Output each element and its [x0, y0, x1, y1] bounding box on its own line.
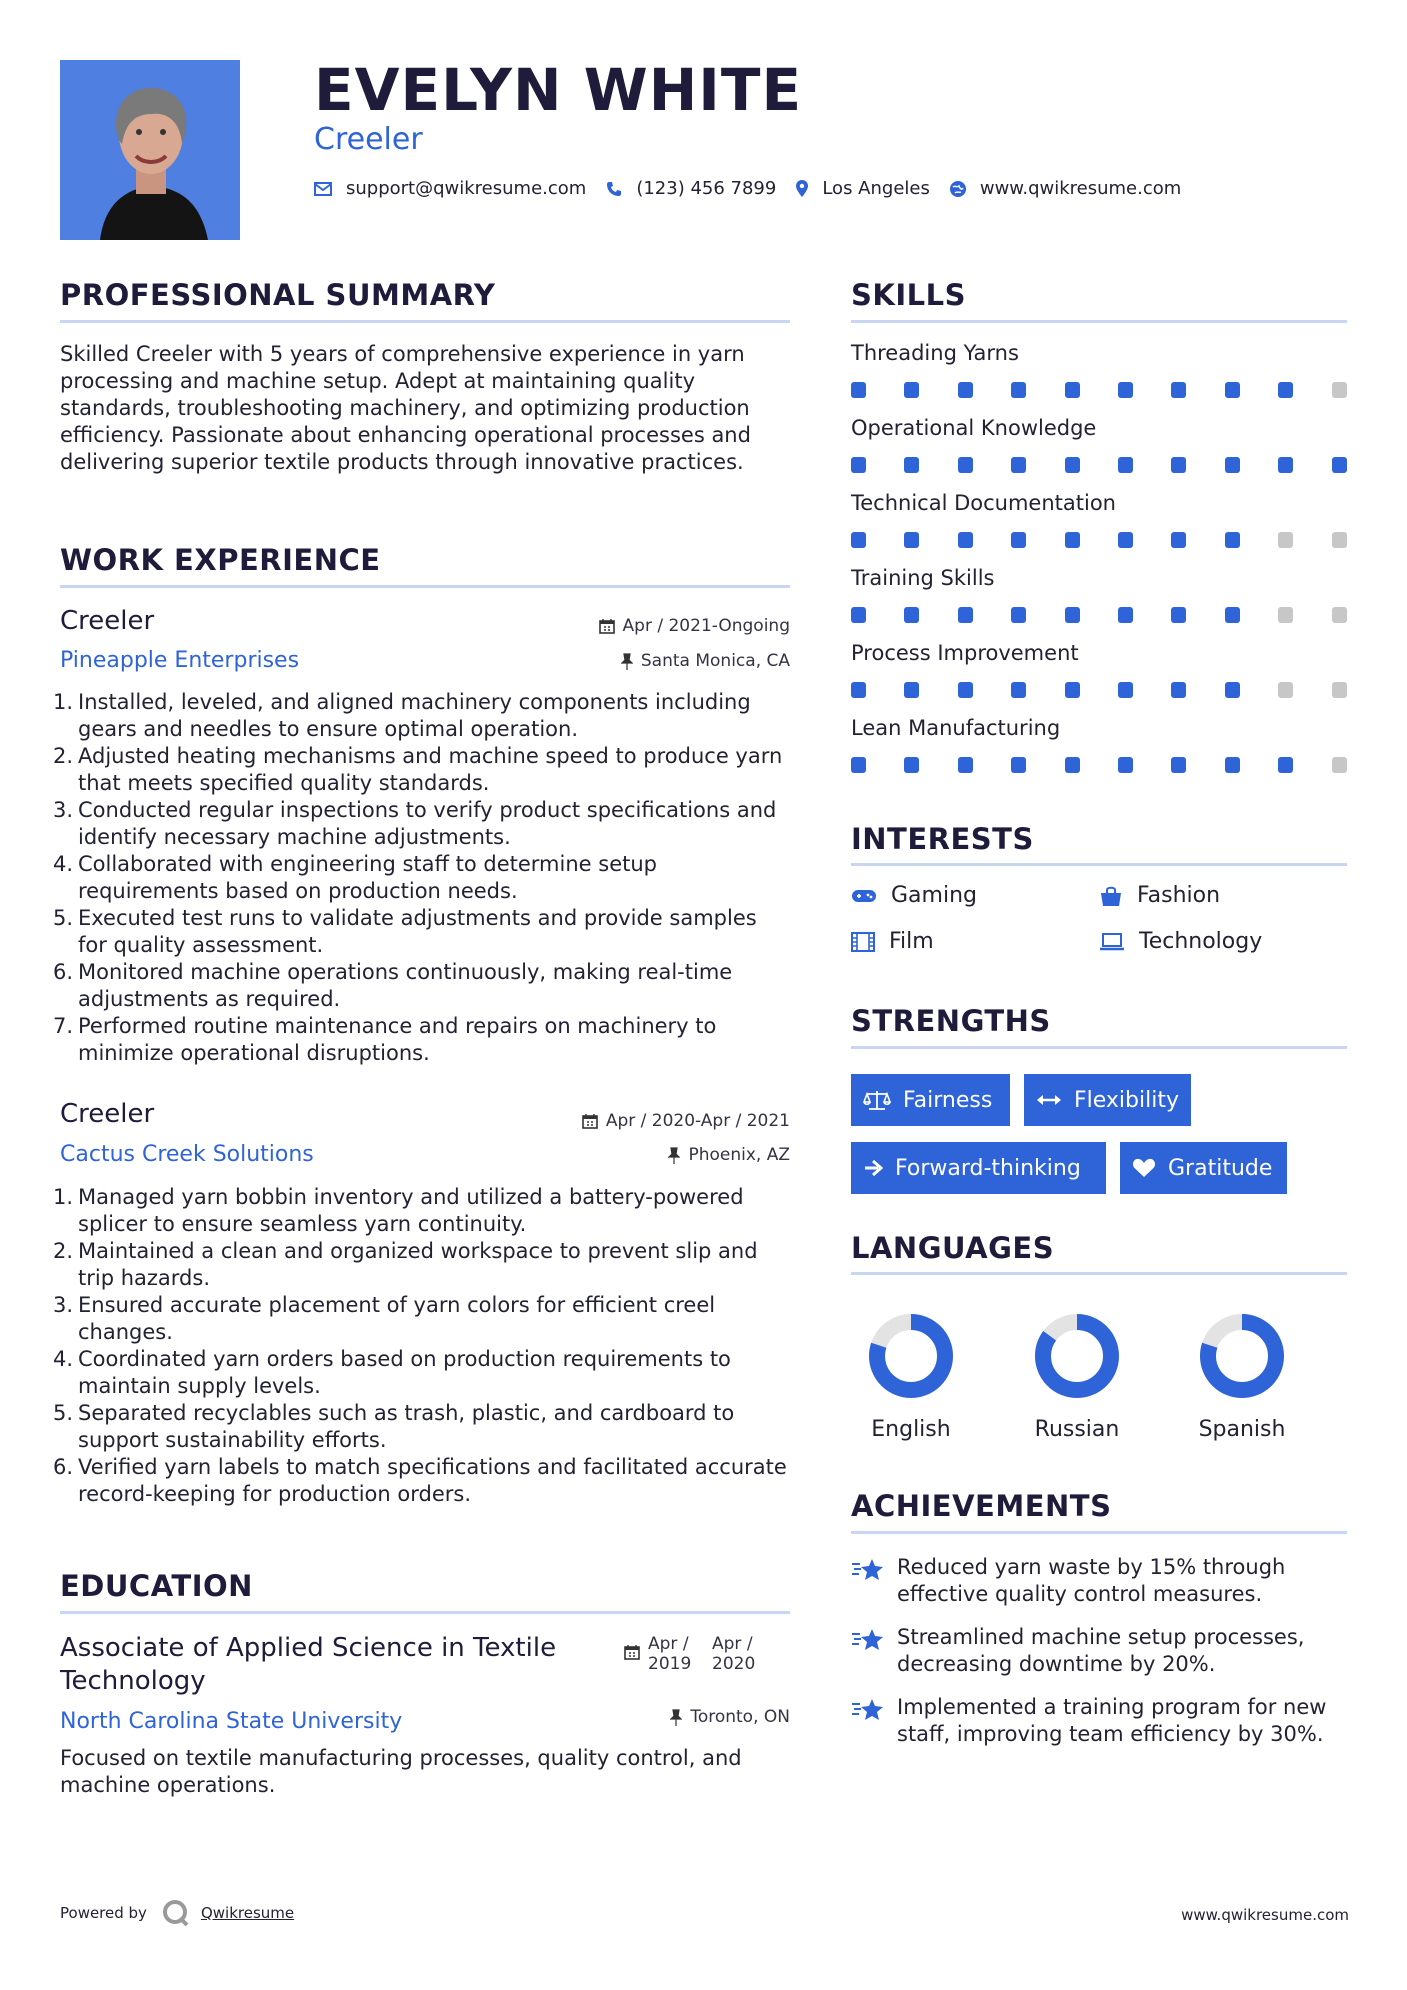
job-location: [668, 1145, 790, 1165]
shooting-star-icon: [851, 1626, 885, 1652]
skill-rating: [851, 382, 1347, 398]
job-responsibilities: [53, 1184, 790, 1508]
skill-dot-filled: [904, 757, 919, 773]
skill-dot-filled: [1278, 382, 1293, 398]
interest-label: Fashion: [1137, 883, 1221, 908]
education-school: North Carolina State University: [60, 1709, 403, 1734]
skill-dot-filled: [1225, 607, 1240, 623]
skill-dot-filled: [1332, 457, 1347, 473]
skill-dot-filled: [1225, 532, 1240, 548]
skill-name: Training Skills: [851, 566, 995, 590]
summary-divider: [60, 320, 790, 323]
skill-dot-filled: [904, 607, 919, 623]
strength-tag-forward-thinking: [851, 1142, 1106, 1194]
skill-dot-filled: [904, 682, 919, 698]
skill-dot-filled: [851, 382, 866, 398]
interest-film: [851, 929, 934, 954]
language-name: Russian: [1034, 1417, 1120, 1442]
skill-dot-filled: [958, 607, 973, 623]
skill-dot-filled: [1171, 607, 1186, 623]
shooting-star-icon: [851, 1556, 885, 1582]
skill-rating: [851, 457, 1347, 473]
skill-dot-filled: [1011, 757, 1026, 773]
heart-icon: [1132, 1158, 1156, 1178]
skill-dot-empty: [1278, 607, 1293, 623]
candidate-title: Creeler: [314, 122, 423, 157]
achievement-item: [851, 1554, 1351, 1608]
achievement-text: Streamlined machine setup processes, decreasing downtime by 20%.: [897, 1625, 1305, 1676]
list-item: 3. Conducted regular inspections to verify product specifications and identify necessary machine adjustments.: [53, 798, 777, 849]
achievement-text: Implemented a training program for new staff, improving team efficiency by 30%.: [897, 1695, 1327, 1746]
strength-label: Flexibility: [1074, 1087, 1179, 1113]
languages-divider: [851, 1272, 1347, 1275]
shopping-bag-icon: [1099, 885, 1123, 907]
job-dates-text: Apr / 2020-Apr / 2021: [605, 1111, 790, 1131]
skill-rating: [851, 757, 1347, 773]
achievements-divider: [851, 1531, 1347, 1534]
job-location-text: Phoenix, AZ: [688, 1145, 790, 1165]
list-item: 3. Ensured accurate placement of yarn colors for efficient creel changes.: [53, 1293, 716, 1344]
skill-name: Lean Manufacturing: [851, 716, 1061, 740]
list-item: 2. Maintained a clean and organized workspace to prevent slip and trip hazards.: [53, 1239, 758, 1290]
calendar-icon: [582, 1113, 598, 1129]
contact-website[interactable]: [950, 178, 1181, 199]
skill-dot-filled: [1171, 757, 1186, 773]
job-dates: [582, 1111, 790, 1131]
skill-dot-empty: [1278, 682, 1293, 698]
skill-rating: [851, 682, 1347, 698]
powered-by-text: Powered by: [60, 1904, 147, 1922]
qwikresume-logo-icon: [161, 1898, 191, 1928]
languages-heading: LANGUAGES: [851, 1231, 1055, 1265]
job-company: Pineapple Enterprises: [60, 648, 300, 673]
list-item: 6. Monitored machine operations continuously, making real-time adjustments as required.: [53, 960, 733, 1011]
pin-icon: [621, 653, 633, 670]
contact-bar: [314, 178, 1201, 199]
skill-dot-filled: [1011, 682, 1026, 698]
skills-heading: SKILLS: [851, 278, 966, 312]
interests-divider: [851, 863, 1347, 866]
phone-icon: [606, 181, 622, 197]
education-divider: [60, 1611, 790, 1614]
skill-dot-filled: [1011, 457, 1026, 473]
interests-heading: INTERESTS: [851, 822, 1034, 856]
strengths-divider: [851, 1046, 1347, 1049]
language-item: [1007, 1311, 1147, 1442]
list-item: 4. Collaborated with engineering staff to determine setup requirements based on production needs.: [53, 852, 657, 903]
profile-photo: [60, 60, 240, 240]
job-location: [621, 651, 790, 671]
achievement-text: Reduced yarn waste by 15% through effective quality control measures.: [897, 1555, 1286, 1606]
job-location-text: Santa Monica, CA: [640, 651, 790, 671]
skill-dot-filled: [958, 457, 973, 473]
skill-dot-empty: [1332, 682, 1347, 698]
skill-dot-filled: [1065, 532, 1080, 548]
calendar-icon: [599, 618, 615, 634]
globe-icon: [950, 181, 966, 197]
skill-dot-empty: [1332, 532, 1347, 548]
skill-dot-filled: [1011, 382, 1026, 398]
achievements-heading: ACHIEVEMENTS: [851, 1489, 1112, 1523]
skill-dot-filled: [1065, 457, 1080, 473]
list-item: 1. Installed, leveled, and aligned machinery components including gears and needles to ensure optimal operation.: [53, 690, 751, 741]
skill-name: Threading Yarns: [851, 341, 1019, 365]
location-text: Los Angeles: [822, 178, 930, 199]
job-responsibilities: [53, 689, 790, 1067]
list-item: 5. Separated recyclables such as trash, plastic, and cardboard to support sustainability efforts.: [53, 1401, 735, 1452]
language-proficiency-ring: [866, 1311, 956, 1401]
interest-label: Gaming: [891, 883, 977, 908]
language-proficiency-ring: [1197, 1311, 1287, 1401]
skill-dot-filled: [1171, 382, 1186, 398]
skill-dot-filled: [1118, 457, 1133, 473]
skill-dot-filled: [1011, 532, 1026, 548]
skill-dot-filled: [1225, 457, 1240, 473]
job-dates: [599, 616, 790, 636]
education-location: [670, 1707, 790, 1727]
summary-text: Skilled Creeler with 5 years of comprehensive experience in yarn processing and machine setup. Adept at maintaining quality standards, troubleshooting machinery, and optimizing production efficiency. Passionate about enhancing operational processes and delivering superior textile products through innovative practices.: [60, 342, 751, 474]
skill-dot-filled: [1171, 532, 1186, 548]
skill-name: Process Improvement: [851, 641, 1079, 665]
skill-dot-filled: [904, 532, 919, 548]
language-name: English: [871, 1417, 951, 1442]
list-item: 6. Verified yarn labels to match specifications and facilitated accurate record-keeping for production orders.: [53, 1455, 787, 1506]
strength-tag-fairness: [851, 1074, 1010, 1126]
skill-dot-filled: [1118, 382, 1133, 398]
language-item: [841, 1311, 981, 1442]
education-dates: [624, 1634, 768, 1674]
skill-dot-empty: [1278, 532, 1293, 548]
skill-dot-filled: [904, 382, 919, 398]
skill-dot-empty: [1332, 757, 1347, 773]
job-title: Creeler: [60, 606, 155, 636]
skill-dot-filled: [1065, 682, 1080, 698]
skills-divider: [851, 320, 1347, 323]
skill-dot-filled: [1065, 757, 1080, 773]
footer-powered-by: [60, 1898, 294, 1928]
balance-scale-icon: [863, 1089, 891, 1111]
contact-location: [796, 178, 930, 199]
skill-dot-filled: [1171, 457, 1186, 473]
skill-dot-filled: [1225, 382, 1240, 398]
skill-dot-filled: [1278, 457, 1293, 473]
skill-dot-filled: [1118, 757, 1133, 773]
skill-dot-filled: [851, 757, 866, 773]
strengths-heading: STRENGTHS: [851, 1004, 1051, 1038]
website-text: www.qwikresume.com: [979, 178, 1182, 199]
map-marker-icon: [796, 180, 808, 197]
candidate-name: EVELYN WHITE: [314, 56, 803, 124]
strength-tag-gratitude: [1120, 1142, 1287, 1194]
envelope-icon: [314, 182, 332, 196]
interest-gaming: [851, 883, 977, 908]
interest-fashion: [1099, 883, 1220, 908]
experience-divider: [60, 585, 790, 588]
email-text: support@qwikresume.com: [346, 178, 587, 199]
skill-dot-filled: [958, 532, 973, 548]
skill-dot-filled: [851, 607, 866, 623]
list-item: 5. Executed test runs to validate adjustments and provide samples for quality assessment.: [53, 906, 757, 957]
skill-dot-filled: [1011, 607, 1026, 623]
skill-dot-filled: [1065, 382, 1080, 398]
education-location-text: Toronto, ON: [690, 1707, 790, 1727]
skill-dot-filled: [851, 682, 866, 698]
contact-email[interactable]: [314, 178, 586, 199]
skill-dot-filled: [1225, 682, 1240, 698]
skill-dot-empty: [1332, 607, 1347, 623]
language-name: Spanish: [1198, 1417, 1286, 1442]
language-proficiency-ring: [1032, 1311, 1122, 1401]
skill-rating: [851, 607, 1347, 623]
skill-name: Operational Knowledge: [851, 416, 1097, 440]
list-item: 7. Performed routine maintenance and repairs on machinery to minimize operational disruptions.: [53, 1014, 717, 1065]
skill-name: Technical Documentation: [851, 491, 1116, 515]
skill-rating: [851, 532, 1347, 548]
education-start: Apr / 2019: [648, 1634, 692, 1674]
job-dates-text: Apr / 2021-Ongoing: [622, 616, 790, 636]
arrow-right-icon: [863, 1159, 883, 1177]
shooting-star-icon: [851, 1696, 885, 1722]
strength-label: Forward-thinking: [895, 1155, 1081, 1181]
laptop-icon: [1099, 933, 1125, 951]
skill-dot-filled: [1278, 757, 1293, 773]
education-heading: EDUCATION: [60, 1569, 253, 1603]
experience-heading: WORK EXPERIENCE: [60, 543, 381, 577]
interest-label: Film: [889, 929, 934, 954]
interest-technology: [1099, 929, 1262, 954]
film-icon: [851, 932, 875, 952]
skill-dot-filled: [1118, 607, 1133, 623]
interest-label: Technology: [1139, 929, 1263, 954]
list-item: 2. Adjusted heating mechanisms and machine speed to produce yarn that meets specified quality standards.: [53, 744, 783, 795]
skill-dot-filled: [1118, 682, 1133, 698]
skill-dot-empty: [1332, 382, 1347, 398]
brand-link[interactable]: Qwikresume: [200, 1904, 295, 1922]
skill-dot-filled: [1118, 532, 1133, 548]
skill-dot-filled: [958, 757, 973, 773]
list-item: 4. Coordinated yarn orders based on production requirements to maintain supply levels.: [53, 1347, 731, 1398]
footer-website[interactable]: www.qwikresume.com: [1181, 1906, 1349, 1924]
pin-icon: [668, 1147, 680, 1164]
contact-phone[interactable]: [606, 178, 776, 199]
skill-dot-filled: [904, 457, 919, 473]
skill-dot-filled: [1171, 682, 1186, 698]
education-degree: Associate of Applied Science in Textile Technology: [60, 1633, 557, 1696]
skill-dot-filled: [958, 682, 973, 698]
pin-icon: [670, 1709, 682, 1726]
education-description: Focused on textile manufacturing processes, quality control, and machine operations.: [60, 1746, 742, 1797]
calendar-icon: [624, 1644, 640, 1660]
gamepad-icon: [851, 887, 877, 905]
skill-dot-filled: [1065, 607, 1080, 623]
achievement-item: [851, 1694, 1351, 1748]
language-item: [1172, 1311, 1312, 1442]
skill-dot-filled: [851, 532, 866, 548]
strength-tag-flexibility: [1024, 1074, 1191, 1126]
skill-dot-filled: [1225, 757, 1240, 773]
job-company: Cactus Creek Solutions: [60, 1142, 314, 1167]
skill-dot-filled: [851, 457, 866, 473]
strength-label: Fairness: [903, 1087, 993, 1113]
skill-dot-filled: [958, 382, 973, 398]
education-end: Apr / 2020: [712, 1634, 756, 1674]
arrows-horizontal-icon: [1036, 1093, 1062, 1107]
job-title: Creeler: [60, 1099, 155, 1129]
list-item: 1. Managed yarn bobbin inventory and utilized a battery-powered splicer to ensure seamless yarn continuity.: [53, 1185, 744, 1236]
strength-label: Gratitude: [1168, 1155, 1273, 1181]
achievement-item: [851, 1624, 1351, 1678]
phone-text: (123) 456 7899: [636, 178, 777, 199]
summary-heading: PROFESSIONAL SUMMARY: [60, 278, 496, 312]
